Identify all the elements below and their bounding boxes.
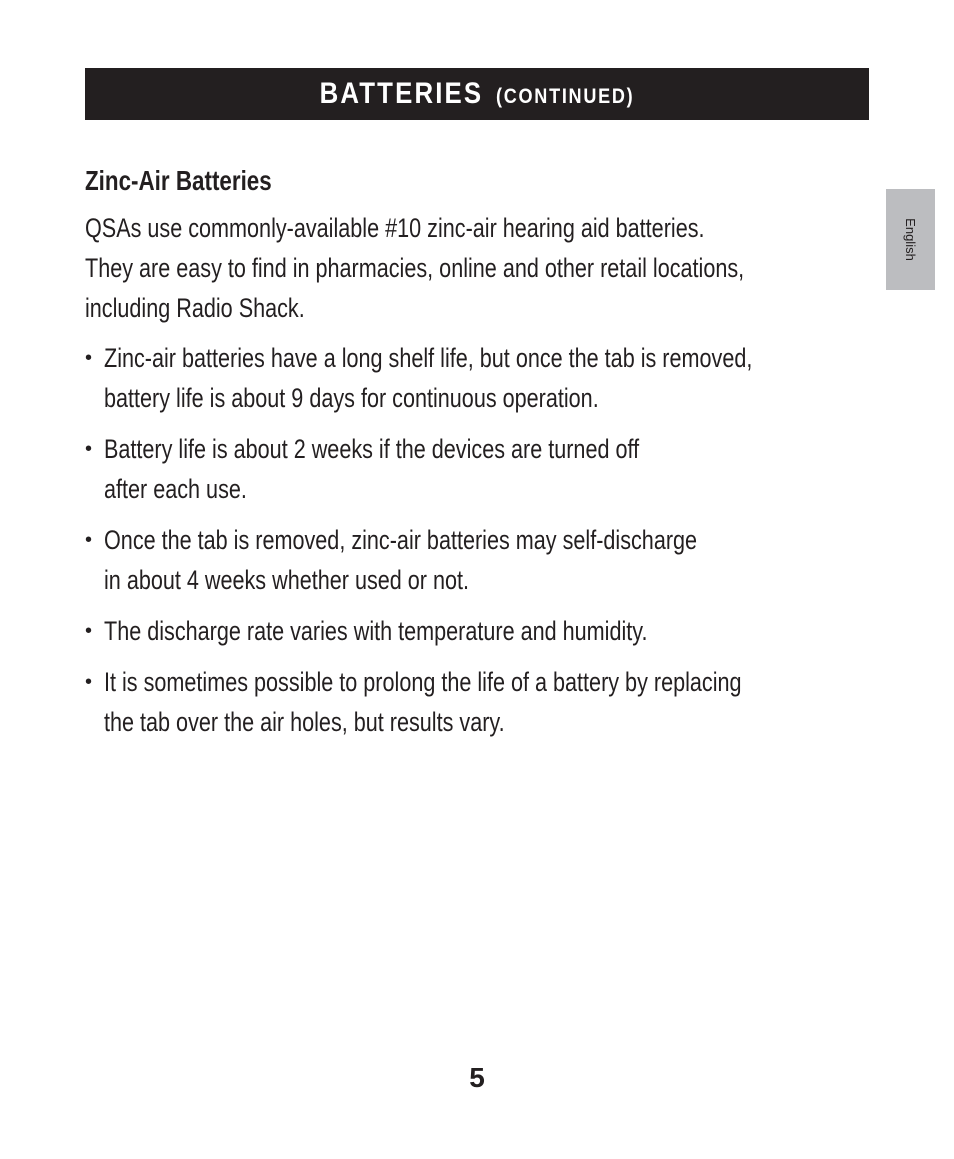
language-tab xyxy=(886,189,935,290)
intro-line: They are easy to find in pharmacies, online and other retail locations, xyxy=(85,253,745,283)
list-item-line: Battery life is about 2 weeks if the devices are turned off xyxy=(104,434,640,464)
list-item-line: Zinc-air batteries have a long shelf life, but once the tab is removed, xyxy=(104,343,753,373)
page-number: 5 xyxy=(469,1062,485,1093)
page-content xyxy=(85,160,845,753)
bullet-marker: • xyxy=(85,347,93,369)
bullet-marker: • xyxy=(85,671,93,693)
bullet-list xyxy=(85,338,845,742)
list-item-line: in about 4 weeks whether used or not. xyxy=(104,565,470,595)
list-item-line: the tab over the air holes, but results vary. xyxy=(104,707,505,737)
list-item-line: The discharge rate varies with temperature and humidity. xyxy=(104,616,648,646)
bullet-marker: • xyxy=(85,438,93,460)
list-item-line: It is sometimes possible to prolong the life of a battery by replacing xyxy=(104,667,742,697)
section-title: Zinc-Air Batteries xyxy=(85,165,272,196)
bullet-marker: • xyxy=(85,529,93,551)
list-item xyxy=(85,662,845,742)
language-tab-label: English xyxy=(902,218,918,261)
section-header-title xyxy=(320,79,635,109)
header-title-text: BATTERIES xyxy=(319,77,484,110)
section-header-bar xyxy=(85,68,869,120)
header-subtitle-text: (CONTINUED) xyxy=(496,85,635,108)
list-item-line: Once the tab is removed, zinc-air batteries may self-discharge xyxy=(104,525,698,555)
bullet-marker: • xyxy=(85,620,93,642)
list-item-line: battery life is about 9 days for continuous operation. xyxy=(104,383,599,413)
list-item xyxy=(85,611,845,651)
intro-paragraph xyxy=(85,208,845,328)
list-item xyxy=(85,520,845,600)
intro-line: including Radio Shack. xyxy=(85,293,305,323)
list-item xyxy=(85,338,845,418)
list-item xyxy=(85,429,845,509)
list-item-line: after each use. xyxy=(104,474,247,504)
intro-line: QSAs use commonly-available #10 zinc-air hearing aid batteries. xyxy=(85,213,705,243)
